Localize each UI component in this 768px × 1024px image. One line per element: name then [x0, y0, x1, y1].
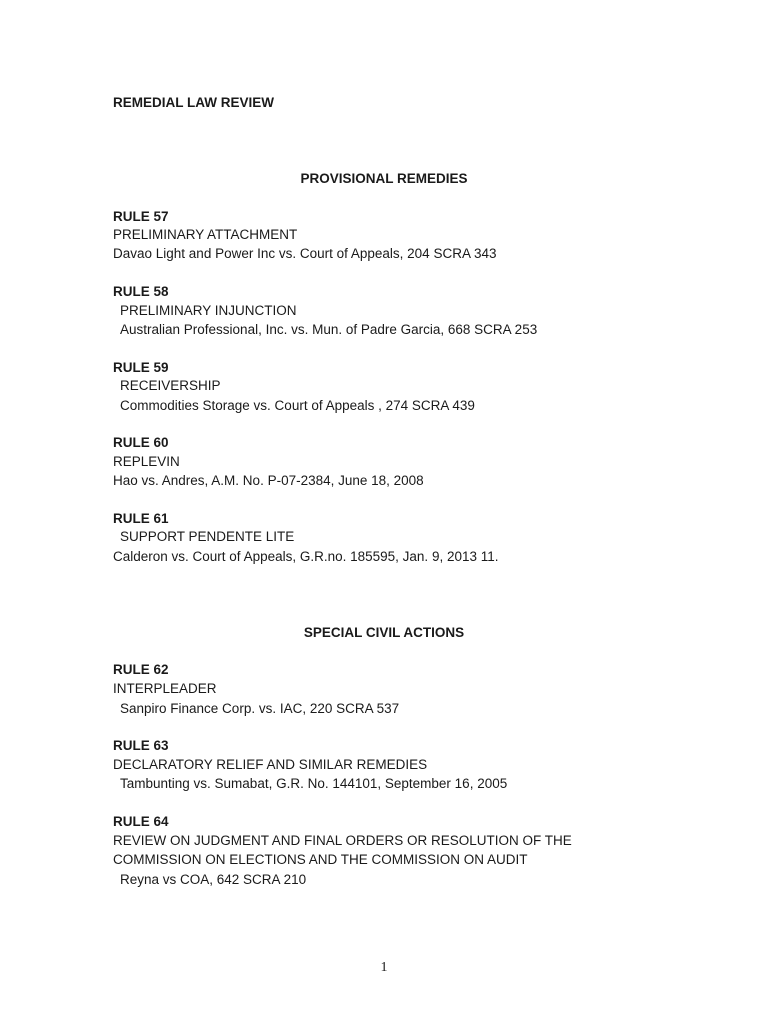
section-title-provisional-remedies: PROVISIONAL REMEDIES [300, 171, 468, 186]
rule-58-case: Australian Professional, Inc. vs. Mun. of Padre Garcia, 668 SCRA 253 [120, 322, 538, 337]
rule-60-heading: RULE 60 [113, 435, 169, 450]
rule-61-subject: SUPPORT PENDENTE LITE [120, 529, 295, 544]
rule-57-case: Davao Light and Power Inc vs. Court of Appeals, 204 SCRA 343 [113, 246, 497, 261]
rule-64-heading: RULE 64 [113, 814, 169, 829]
rule-60-case: Hao vs. Andres, A.M. No. P-07-2384, June 18, 2008 [113, 473, 424, 488]
rule-61-heading: RULE 61 [113, 511, 169, 526]
rule-64-subject-line-2: COMMISSION ON ELECTIONS AND THE COMMISSION ON AUDIT [113, 852, 528, 867]
rule-60-subject: REPLEVIN [113, 454, 180, 469]
rule-59-subject: RECEIVERSHIP [120, 378, 221, 393]
document-header: REMEDIAL LAW REVIEW [113, 95, 275, 110]
rule-58-heading: RULE 58 [113, 284, 169, 299]
rule-59-heading: RULE 59 [113, 360, 169, 375]
rule-64-subject-line-1: REVIEW ON JUDGMENT AND FINAL ORDERS OR RESOLUTION OF THE [113, 833, 572, 848]
rule-57-heading: RULE 57 [113, 209, 169, 224]
section-title-special-civil-actions: SPECIAL CIVIL ACTIONS [303, 625, 465, 640]
rule-63-subject: DECLARATORY RELIEF AND SIMILAR REMEDIES [113, 757, 428, 772]
rule-58-subject: PRELIMINARY INJUNCTION [120, 303, 297, 318]
rule-62-subject: INTERPLEADER [113, 681, 217, 696]
rule-59-case: Commodities Storage vs. Court of Appeals , 274 SCRA 439 [120, 398, 475, 413]
rule-63-heading: RULE 63 [113, 738, 169, 753]
rule-62-heading: RULE 62 [113, 662, 169, 677]
rule-64-case: Reyna vs COA, 642 SCRA 210 [120, 872, 307, 887]
page-number: 1 [380, 960, 388, 975]
rule-57-subject: PRELIMINARY ATTACHMENT [113, 227, 298, 242]
rule-61-case: Calderon vs. Court of Appeals, G.R.no. 185595, Jan. 9, 2013 11. [113, 549, 499, 564]
rule-63-case: Tambunting vs. Sumabat, G.R. No. 144101, September 16, 2005 [120, 776, 508, 791]
rule-62-case: Sanpiro Finance Corp. vs. IAC, 220 SCRA 537 [120, 701, 400, 716]
